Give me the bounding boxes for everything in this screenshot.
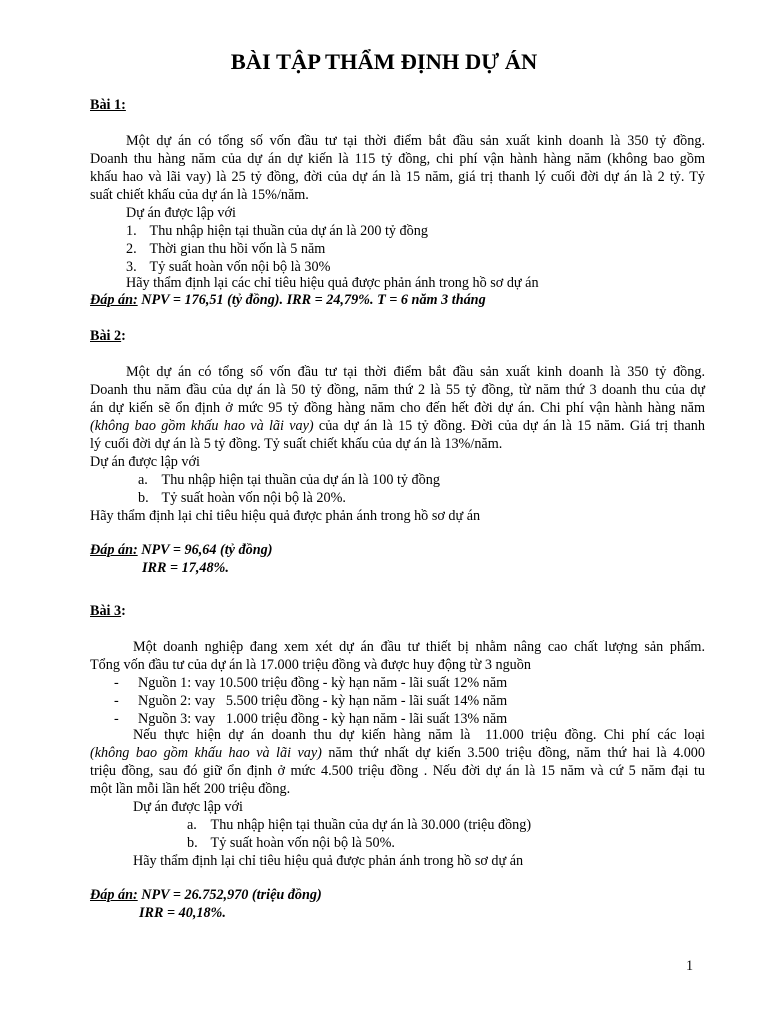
bai1-list-item: 1. Thu nhập hiện tại thuần của dự án là 200 tỷ đồng [126,223,428,239]
bai2-para-line: lý cuối đời dự án là 5 tỷ đồng. Tỷ suất chiết khấu của dự án là 13%/năm. [90,436,503,452]
bai1-para-line: Doanh thu hàng năm của dự án dự kiến là 115 tỷ đồng, chi phí vận hành hàng năm (không bao gồm [90,151,705,167]
bai3-para2-line: Nếu thực hiện dự án doanh thu dự kiến hàng năm là 11.000 triệu đồng. Chi phí các loại [133,727,705,743]
page-title: BÀI TẬP THẨM ĐỊNH DỰ ÁN [230,49,538,74]
bai3-para2-line: (không bao gồm khấu hao và lãi vay) năm thứ nhất dự kiến 3.500 triệu đồng, năm thứ hai là 4.000 [90,745,705,761]
bai1-answer: Đáp án: NPV = 176,51 (tỷ đồng). IRR = 24,79%. T = 6 năm 3 tháng [90,292,486,308]
bai1-task: Hãy thẩm định lại các chỉ tiêu hiệu quả được phản ánh trong hồ sơ dự án [126,275,539,291]
bai1-para-line: khấu hao và lãi vay) là 25 tỷ đồng, đời của dự án là 15 năm, giá trị thanh lý cuối đời dự án là 2 tỷ. Tỷ [90,169,705,185]
bai2-para-line: Một dự án có tổng số vốn đầu tư tại thời điểm bắt đầu sản xuất kinh doanh là 350 tỷ đồng. [126,364,705,380]
bai2-list-item: b. Tỷ suất hoàn vốn nội bộ là 20%. [138,490,346,506]
bai3-source-item: - Nguồn 1: vay 10.500 triệu đồng - kỳ hạn năm - lãi suất 12% năm [114,675,508,691]
bai3-para-line: Một doanh nghiệp đang xem xét dự án đầu tư thiết bị nhằm nâng cao chất lượng sản phẩm. [133,639,705,655]
bai1-intro: Dự án được lập với [126,205,236,221]
bai1-list-item: 2. Thời gian thu hồi vốn là 5 năm [126,241,326,257]
bai3-answer-npv: Đáp án: NPV = 26.752,970 (triệu đồng) [90,887,322,903]
bai3-heading: Bài 3: [90,603,126,619]
bai2-answer-npv: Đáp án: NPV = 96,64 (tỷ đồng) [90,542,273,558]
bai2-heading: Bài 2: [90,328,126,344]
bai3-task: Hãy thẩm định lại chỉ tiêu hiệu quả được phản ánh trong hồ sơ dự án [133,853,524,869]
bai3-source-item: - Nguồn 2: vay 5.500 triệu đồng - kỳ hạn năm - lãi suất 14% năm [114,693,508,709]
bai2-para-line: Doanh thu năm đầu của dự án là 50 tỷ đồng, năm thứ 2 là 55 tỷ đồng, từ năm thứ 3 doanh thu của dự [90,382,705,398]
bai3-source-item: - Nguồn 3: vay 1.000 triệu đồng - kỳ hạn năm - lãi suất 13% năm [114,711,508,727]
bai3-answer-irr: IRR = 40,18%. [139,905,226,921]
bai3-para2-line: một lần mỗi lần hết 200 triệu đồng. [90,781,291,797]
bai2-para-line: án dự kiến sẽ ổn định ở mức 95 tỷ đồng hàng năm cho đến hết đời dự án. Chi phí vận hành hàng năm [90,400,705,416]
bai1-para-line: suất chiết khấu của dự án là 15%/năm. [90,187,309,203]
bai1-list-item: 3. Tỷ suất hoàn vốn nội bộ là 30% [126,259,331,275]
bai2-task: Hãy thẩm định lại chỉ tiêu hiệu quả được phản ánh trong hồ sơ dự án [90,508,481,524]
bai2-list-item: a. Thu nhập hiện tại thuần của dự án là 100 tỷ đồng [138,472,440,488]
bai3-para-line: Tổng vốn đầu tư của dự án là 17.000 triệu đồng và được huy động từ 3 nguồn [90,657,531,673]
bai1-heading: Bài 1: [90,97,126,113]
bai3-list-item: a. Thu nhập hiện tại thuần của dự án là 30.000 (triệu đồng) [187,817,532,833]
page-number: 1 [686,958,694,974]
bai2-answer-irr: IRR = 17,48%. [142,560,229,576]
bai3-intro: Dự án được lập với [133,799,243,815]
bai2-intro: Dự án được lập với [90,454,200,470]
bai2-para-line: (không bao gồm khấu hao và lãi vay) của dự án là 15 tỷ đồng. Đời của dự án là 15 năm. Giá trị thanh [90,418,705,434]
bai1-para-line: Một dự án có tổng số vốn đầu tư tại thời điểm bắt đầu sản xuất kinh doanh là 350 tỷ đồng. [126,133,705,149]
bai3-para2-line: triệu đồng, sau đó giữ ổn định ở mức 4.500 triệu đồng . Nếu đời dự án là 15 năm và cứ 5 năm đại tu [90,763,705,779]
bai3-list-item: b. Tỷ suất hoàn vốn nội bộ là 50%. [187,835,395,851]
